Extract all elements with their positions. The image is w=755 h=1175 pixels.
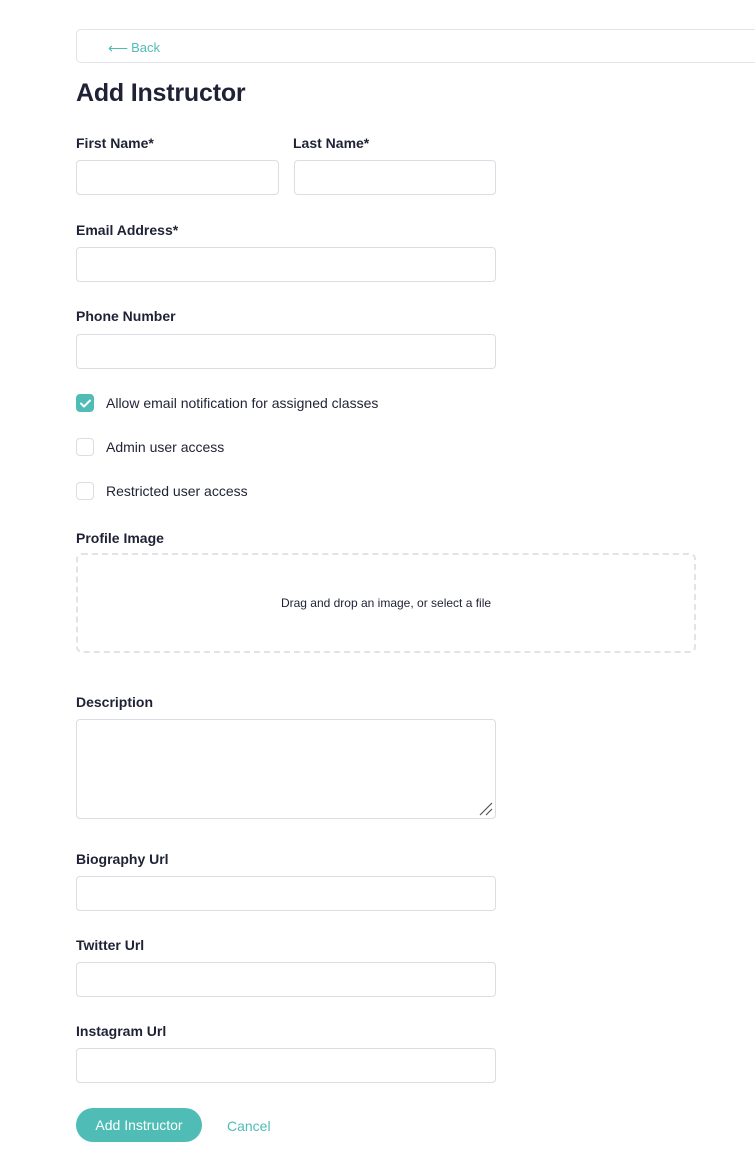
admin-access-label: Admin user access <box>106 439 225 455</box>
instagram-url-input[interactable] <box>76 1048 496 1083</box>
restricted-access-option[interactable] <box>76 481 248 501</box>
last-name-input[interactable] <box>294 160 496 195</box>
twitter-url-label: Twitter Url <box>76 937 145 953</box>
arrow-left-icon: ⟵ <box>108 39 129 56</box>
email-label: Email Address* <box>76 222 179 238</box>
twitter-url-input[interactable] <box>76 962 496 997</box>
email-input[interactable] <box>76 247 496 282</box>
cancel-link[interactable]: Cancel <box>227 1118 271 1134</box>
restricted-access-checkbox[interactable] <box>76 482 94 500</box>
email-notification-label: Allow email notification for assigned classes <box>106 395 379 411</box>
description-textarea[interactable] <box>76 719 496 819</box>
add-instructor-button[interactable]: Add Instructor <box>76 1108 202 1142</box>
last-name-label: Last Name* <box>293 135 370 151</box>
phone-label: Phone Number <box>76 308 176 324</box>
email-notification-option[interactable] <box>76 393 378 413</box>
dropzone-text: Drag and drop an image, or select a file <box>280 596 492 610</box>
first-name-input[interactable] <box>76 160 279 195</box>
page-title: Add Instructor <box>76 79 246 107</box>
resize-handle-icon[interactable] <box>477 800 493 816</box>
admin-access-option[interactable] <box>76 437 224 457</box>
profile-image-label: Profile Image <box>76 530 164 546</box>
back-bar <box>76 29 755 63</box>
back-link[interactable] <box>108 40 160 55</box>
admin-access-checkbox[interactable] <box>76 438 94 456</box>
biography-url-input[interactable] <box>76 876 496 911</box>
biography-url-label: Biography Url <box>76 851 169 867</box>
description-label: Description <box>76 694 154 710</box>
instagram-url-label: Instagram Url <box>76 1023 167 1039</box>
restricted-access-label: Restricted user access <box>106 483 248 499</box>
checkmark-icon <box>80 399 91 408</box>
profile-image-dropzone[interactable] <box>76 553 696 653</box>
back-label: Back <box>131 40 160 55</box>
phone-input[interactable] <box>76 334 496 369</box>
first-name-label: First Name* <box>76 135 154 151</box>
email-notification-checkbox[interactable] <box>76 394 94 412</box>
